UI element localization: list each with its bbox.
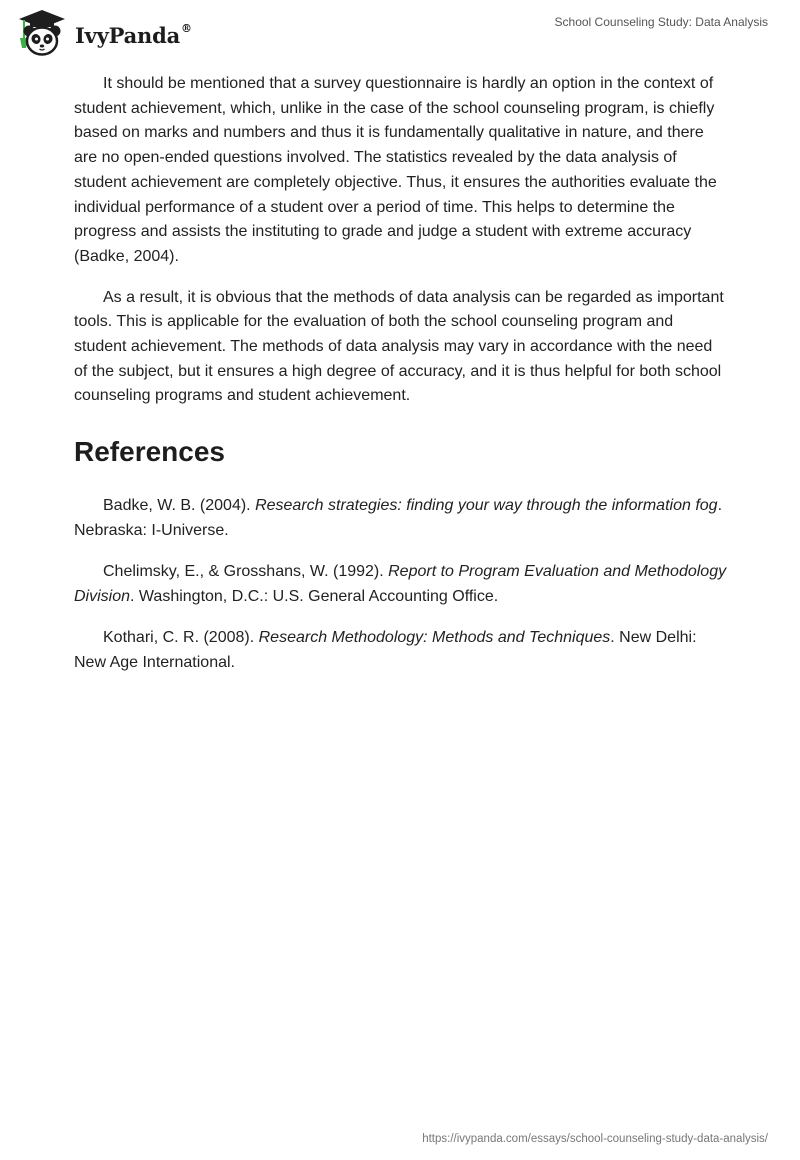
reference-authors: Chelimsky, E., & Grosshans, W. (1992).	[103, 563, 389, 581]
reference-item	[74, 493, 729, 543]
references-heading: References	[74, 436, 225, 468]
document-title: School Counseling Study: Data Analysis	[554, 15, 768, 29]
reference-publisher: . Washington, D.C.: U.S. General Accounting Office.	[130, 588, 499, 606]
reference-publisher: . Nebraska: I-Universe.	[74, 497, 723, 540]
brand-name: IvyPanda®	[75, 21, 192, 48]
essay-content	[74, 72, 729, 691]
reference-publisher: . New Delhi: New Age International.	[74, 629, 697, 672]
registered-mark: ®	[181, 21, 192, 35]
ivypanda-logo[interactable]	[15, 8, 192, 58]
source-url-link[interactable]: https://ivypanda.com/essays/school-counseling-study-data-analysis/	[422, 1133, 768, 1145]
body-paragraph: It should be mentioned that a survey questionnaire is hardly an option in the context of student achievement, which, unlike in the case of the school counseling program, is chiefly based on marks and numbers and thus it is fundamentally qualitative in nature, and there are no open-ended questions involved. The statistics revealed by the data analysis of student achievement are completely objective. Thus, it ensures the authorities evaluate the individual performance of a student over a period of time. This helps to determine the progress and assists the instituting to grade and judge a student with extreme accuracy (Badke, 2004).	[74, 75, 717, 265]
panda-graduate-icon	[15, 8, 69, 58]
reference-title: Report to Program Evaluation and Methodology Division	[74, 563, 727, 606]
reference-title: Research Methodology: Methods and Techniques	[258, 629, 611, 647]
reference-authors: Badke, W. B. (2004).	[103, 497, 256, 515]
reference-item	[74, 559, 729, 609]
reference-title: Research strategies: finding your way through the information fog	[255, 497, 718, 515]
page-header	[0, 0, 800, 64]
body-paragraph: As a result, it is obvious that the methods of data analysis can be regarded as important tools. This is applicable for the evaluation of both the school counseling program and student achievement. The methods of data analysis may vary in accordance with the need of the subject, but it ensures a high degree of accuracy, and it is thus helpful for both school counseling programs and student achievement.	[74, 288, 724, 405]
reference-item	[74, 625, 729, 675]
reference-authors: Kothari, C. R. (2008).	[103, 629, 259, 647]
